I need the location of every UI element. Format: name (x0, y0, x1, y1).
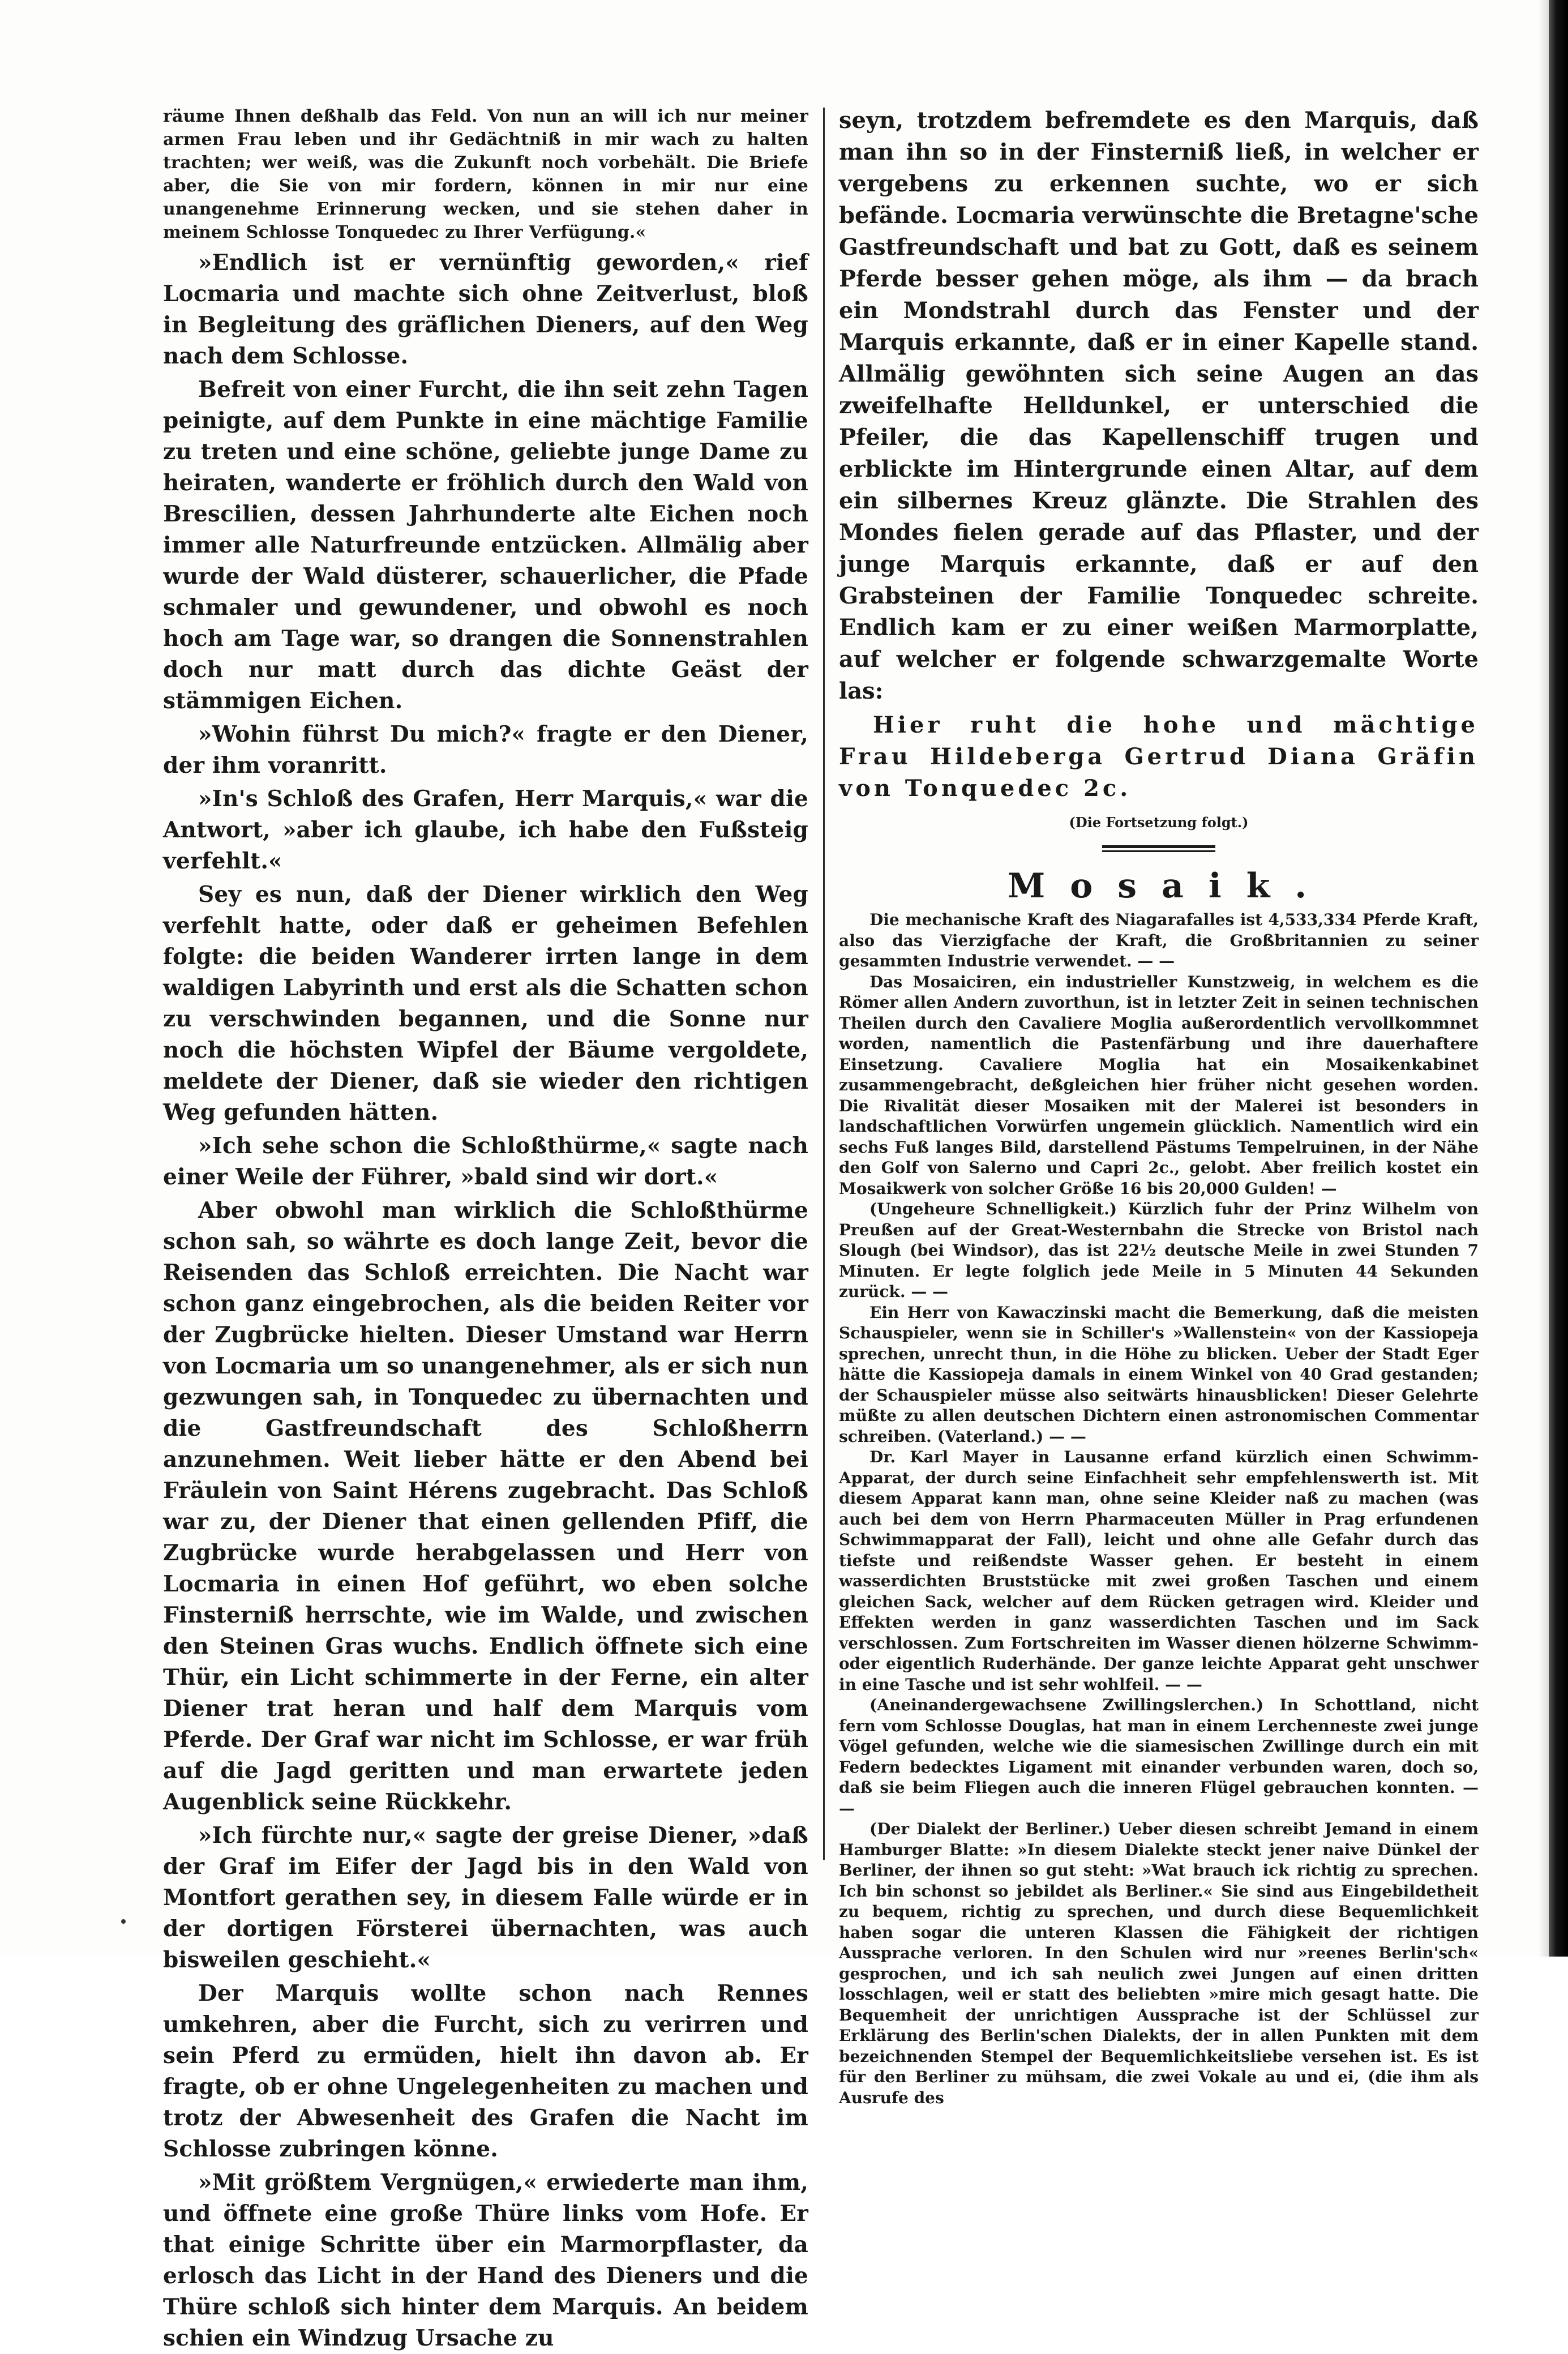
left-paragraph-1: räume Ihnen deßhalb das Feld. Von nun an will ich nur meiner armen Frau leben und ihr Gedächtniß in mir wach zu halten trachten; wer weiß, was die Zukunft noch vorbehält. Die Briefe aber, die Sie von mir fordern, können in mir nur eine unangenehme Erinnerung wecken, und sie stehen daher in meinem Schlosse Tonquedec zu Ihrer Verfügung.« (163, 106, 808, 242)
section-divider-ornament (1102, 844, 1215, 854)
left-paragraph-4: »Wohin führst Du mich?« fragte er den Diener, der ihm voranritt. (163, 721, 808, 778)
left-paragraph-3: Befreit von einer Furcht, die ihn seit zehn Tagen peinigte, auf dem Punkte in eine mächtige Familie zu treten und eine schöne, geliebte junge Dame zu heiraten, wanderte er fröhlich durch den Wald von Brescilien, dessen Jahrhunderte alte Eichen noch immer alle Naturfreunde entzücken. Allmälig aber wurde der Wald düsterer, schauerlicher, die Pfade schmaler und gewundener, und obwohl es noch hoch am Tage war, so drangen die Sonnenstrahlen doch nur matt durch das dichte Geäst der stämmigen Eichen. (163, 376, 808, 714)
right-column (839, 105, 1479, 2107)
mosaik-item-mosaiciren: Das Mosaiciren, ein industrieller Kunstzweig, in welchem es die Römer allen Andern zuvorthun, ist in letzter Zeit in seinen technischen Theilen durch den Cavaliere Moglia außerordentlich vervollkommnet worden, namentlich die Pastenfärbung und ihre dauerhaftere Einsetzung. Cavaliere Moglia hat ein Mosaikenkabinet zusammengebracht, deßgleichen hier früher nicht gesehen worden. Die Rivalität dieser Mosaiken mit der Malerei ist besonders in landschaftlichen Vorwürfen ungemein glücklich. Namentlich wird ein sechs Fuß langes Bild, darstellend Pästums Tempelruinen, in der Nähe den Golf von Salerno und Capri 2c., gelobt. Aber freilich kostet ein Mosaikwerk von solcher Größe 16 bis 20,000 Gulden! — (839, 972, 1479, 1198)
page-edge-shadow (1539, 0, 1549, 1957)
continuation-note: (Die Fortsetzung folgt.) (1069, 814, 1249, 831)
mosaik-item-kassiopeja: Ein Herr von Kawaczinski macht die Bemerkung, daß die meisten Schauspieler, wenn sie in Schiller's »Wallenstein« von der Kassiopeja sprechen, unrecht thun, in die Höhe zu blicken. Ueber der Stadt Eger hätte die Kassiopeja damals in einem Winkel von 40 Grad gestanden; der Schauspieler müsse also seitwärts hinausblicken! Dieser Gelehrte müßte zu allen deutschen Dichtern einen astronomischen Commentar schreiben. (Vaterland.) — — (839, 1303, 1479, 1446)
left-column (163, 105, 808, 2351)
left-paragraph-7: »Ich sehe schon die Schloßthürme,« sagte nach einer Weile der Führer, »bald sind wir dort.« (163, 1133, 808, 1190)
print-speck (121, 1919, 126, 1924)
section-title-mosaik: Mosaik. (1007, 866, 1332, 906)
mosaik-item-berliner-dialekt: (Der Dialekt der Berliner.) Ueber diesen schreibt Jemand in einem Hamburger Blatte: »In diesem Dialekte steckt jener naive Dünkel der Berliner, der ihnen so gut steht: »Wat brauch ick richtig zu sprechen. Ich bin schonst so jebildet als Berliner.« Sie sind aus Eingebildetheit zu bequem, richtig zu sprechen, und durch diese Bequemlichkeit haben sogar die unteren Klassen die Fähigkeit der richtigen Aussprache verloren. In den Schulen wird nur »reenes Berlin'sch« gesprochen, und ich sah neulich zwei Jungen auf einen dritten losschlagen, weil er statt des beliebten »mire mich gesagt hatte. Die Bequemheit der unrichtigen Aussprache ist der Schlüssel zur Erklärung des Berlin'schen Dialekts, der in allen Punkten mit dem bezeichnenden Stempel der Bequemlichkeitsliebe versehen ist. Es ist für den Berliner zu mühsam, die zwei Vokale au und ei, (die ihm als Ausrufe des (839, 1820, 1479, 2107)
grave-inscription: Hier ruht die hohe und mächtige Frau Hildeberga Gertrud Diana Gräfin von Tonquedec 2c. (839, 712, 1479, 802)
mosaik-item-schwimmapparat: Dr. Karl Mayer in Lausanne erfand kürzlich einen Schwimm-Apparat, der durch seine Einfachheit sehr empfehlenswerth ist. Mit diesem Apparat kann man, ohne seine Kleider naß zu machen (was auch bei dem von Herrn Pharmaceuten Müller in Prag erfundenen Schwimmapparat der Fall), leicht und ohne alle Gefahr durch das tiefste und reißendste Wasser gehen. Er besteht in einem wasserdichten Bruststücke mit zwei großen Taschen und einem gleichen Sack, welcher auf dem Rücken getragen wird. Kleider und Effekten werden in ganz wasserdichten Taschen und im Sack verschlossen. Zum Fortschreiten im Wasser dienen hölzerne Schwimm- oder eigentlich Ruderhände. Der ganze leichte Apparat geht unschwer in eine Tasche und ist sehr wohlfeil. — — (839, 1448, 1479, 1694)
column-divider (823, 108, 825, 1860)
ornament-bar-thin (1102, 850, 1215, 852)
left-paragraph-11: »Mit größtem Vergnügen,« erwiederte man ihm, und öffnete eine große Thüre links vom Hofe. Er that einige Schritte über ein Marmorpflaster, da erlosch das Licht in der Hand des Dieners und die Thüre schloß sich hinter dem Marquis. An beidem schien ein Windzug Ursache zu (163, 2169, 808, 2351)
left-paragraph-10: Der Marquis wollte schon nach Rennes umkehren, aber die Furcht, sich zu verirren und sein Pferd zu ermüden, hielt ihn davon ab. Er fragte, ob er ohne Ungelegenheiten zu machen und trotz der Abwesenheit des Grafen die Nacht im Schlosse zubringen könne. (163, 1980, 808, 2162)
mosaik-item-niagara: Die mechanische Kraft des Niagarafalles ist 4,533,334 Pferde Kraft, also das Vierzigfache der Kraft, die Großbritannien zu seiner gesammten Industrie verwendet. — — (839, 910, 1479, 970)
left-paragraph-9: »Ich fürchte nur,« sagte der greise Diener, »daß der Graf im Eifer der Jagd bis in den Wald von Montfort gerathen sey, in diesem Falle würde er in der dortigen Försterei übernachten, was auch bisweilen geschieht.« (163, 1822, 808, 1973)
mosaik-item-zwillingslerchen: (Aneinandergewachsene Zwillingslerchen.) In Schottland, nicht fern vom Schlosse Douglas, hat man in einem Lerchenneste zwei junge Vögel gefunden, welche wie die siamesischen Zwillinge durch ein mit Federn bedecktes Ligament mit einander verbunden waren, doch so, daß sie beim Fliegen auch die inneren Flügel gebrauchen konnten. — — (839, 1696, 1479, 1818)
left-paragraph-6: Sey es nun, daß der Diener wirklich den Weg verfehlt hatte, oder daß er geheimen Befehlen folgte: die beiden Wanderer irrten lange in dem waldigen Labyrinth und erst als die Schatten schon zu verschwinden begannen, und die Sonne nur noch die höchsten Wipfel der Bäume vergoldete, meldete der Diener, daß sie wieder den richtigen Weg gefunden hätten. (163, 881, 808, 1125)
ornament-bar-thick (1102, 845, 1215, 848)
mosaik-item-schnelligkeit: (Ungeheure Schnelligkeit.) Kürzlich fuhr der Prinz Wilhelm von Preußen auf der Great-Westernbahn die Strecke von Bristol nach Slough (bei Windsor), das ist 22½ deutsche Meile in zwei Stunden 7 Minuten. Er legte folglich jede Meile in 5 Minuten 44 Sekunden zurück. — — (839, 1200, 1479, 1301)
scan-edge (1549, 0, 1568, 1957)
right-story-paragraph: seyn, trotzdem befremdete es den Marquis, daß man ihn so in der Finsterniß ließ, in welcher er vergebens zu erkennen suchte, wo er sich befände. Locmaria verwünschte die Bretagne'sche Gastfreundschaft und bat zu Gott, daß es seinem Pferde besser gehen möge, als ihm — da brach ein Mondstrahl durch das Fenster und der Marquis erkannte, daß er in einer Kapelle stand. Allmälig gewöhnten sich seine Augen an das zweifelhafte Helldunkel, er unterschied die Pfeiler, die das Kapellenschiff trugen und erblickte im Hintergrunde einen Altar, auf dem ein silbernes Kreuz glänzte. Die Strahlen des Mondes fielen gerade auf das Pflaster, und der junge Marquis erkannte, daß er auf den Grabsteinen der Familie Tonquedec schreite. Endlich kam er zu einer weißen Marmorplatte, auf welcher er folgende schwarzgemalte Worte las: (839, 107, 1479, 704)
left-paragraph-2: »Endlich ist er vernünftig geworden,« rief Locmaria und machte sich ohne Zeitverlust, bloß in Begleitung des gräflichen Dieners, auf den Weg nach dem Schlosse. (163, 250, 808, 369)
left-paragraph-5: »In's Schloß des Grafen, Herr Marquis,« war die Antwort, »aber ich glaube, ich habe den Fußsteig verfehlt.« (163, 786, 808, 874)
left-paragraph-8: Aber obwohl man wirklich die Schloßthürme schon sah, so währte es doch lange Zeit, bevor die Reisenden das Schloß erreichten. Die Nacht war schon ganz eingebrochen, als die beiden Reiter vor der Zugbrücke hielten. Dieser Umstand war Herrn von Locmaria um so unangenehmer, als er sich nun gezwungen sah, in Tonquedec zu übernachten und die Gastfreundschaft des Schloßherrn anzunehmen. Weit lieber hätte er den Abend bei Fräulein von Saint Hérens zugebracht. Das Schloß war zu, der Diener that einen gellenden Pfiff, die Zugbrücke wurde herabgelassen und Herr von Locmaria in einen Hof geführt, wo eben solche Finsterniß herrschte, wie im Walde, und zwischen den Steinen Gras wuchs. Endlich öffnete sich eine Thür, ein Licht schimmerte in der Ferne, ein alter Diener trat heran und half dem Marquis vom Pferde. Der Graf war nicht im Schlosse, er war früh auf die Jagd geritten und man erwartete jeden Augenblick seine Rückkehr. (163, 1197, 808, 1815)
